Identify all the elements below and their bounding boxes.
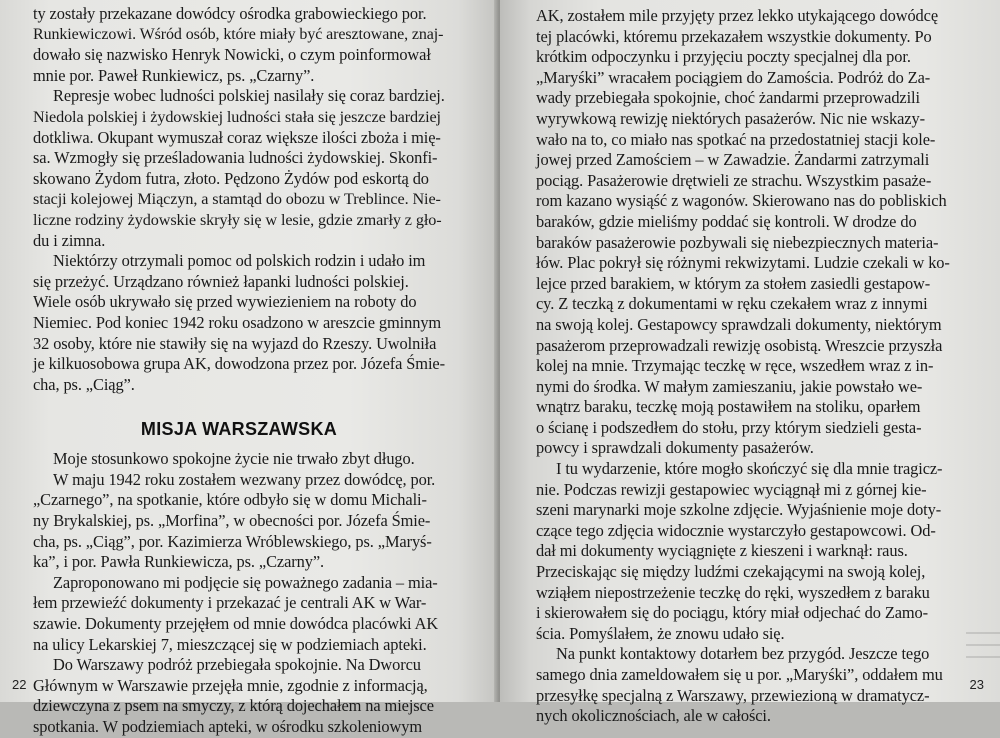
text-line: ny Brykalskiej, ps. „Morfina”, w obecności por. Józefa Śmie- bbox=[33, 511, 431, 531]
text-line: łem przewieźć dokumenty i przekazać je centrali AK w War- bbox=[33, 593, 427, 613]
text-line: tej placówki, któremu przekazałem wszystkie dokumenty. Po bbox=[536, 26, 932, 46]
text-line: „Maryśki” wracałem pociągiem do Zamościa. Podróż do Za- bbox=[536, 67, 931, 87]
text-line: cha, ps. „Ciąg”. bbox=[33, 374, 135, 394]
text-line: samego dnia zameldowałem się u por. „Maryśki”, oddałem mu bbox=[536, 665, 943, 684]
left-page bbox=[0, 0, 498, 736]
text-line: nych okolicznościach, ale w całości. bbox=[536, 706, 771, 726]
text-line: wnątrz baraku, teczkę moją postawiłem na stoliku, oparłem bbox=[536, 397, 921, 417]
text-line: dał mi dokumenty wyciągnięte z kieszeni i warknął: raus. bbox=[536, 541, 908, 561]
text-line: o ścianę i podszedłem do stołu, przy którym siedzieli gesta- bbox=[536, 417, 922, 437]
text-line: baraków, gdzie mieliśmy poddać się kontroli. W drodze do bbox=[536, 211, 917, 231]
text-line: ka”, i por. Pawła Runkiewicza, ps. „Czarny”. bbox=[33, 552, 324, 572]
text-line: nymi do środka. W małym zamieszaniu, jakie powstało we- bbox=[536, 376, 923, 396]
text-line: na ulicy Lekarskiej 7, mieszczącej się w podziemiach apteki. bbox=[33, 634, 427, 654]
text-line: Zaproponowano mi podjęcie się poważnego zadania – mia- bbox=[53, 572, 438, 592]
spacer bbox=[33, 395, 445, 409]
text-line: i skierowałem się do pociągu, który miał odjechać do Zamo- bbox=[536, 603, 929, 623]
right-page-text bbox=[536, 6, 966, 727]
text-line: Niemiec. Pod koniec 1942 roku osadzono w areszcie gminnym bbox=[33, 312, 442, 332]
text-line: przesyłkę specjalną z Warszawy, przewiezioną w dramatycz- bbox=[536, 685, 930, 705]
text-line: wziąłem niepostrzeżenie teczkę do ręki, wyszedłem z baraku bbox=[536, 582, 930, 602]
text-line: jowej przed Zamościem – w Zawadzie. Żandarmi zatrzymali bbox=[536, 150, 930, 170]
show-through-text bbox=[966, 628, 1000, 668]
text-line: dotkliwa. Okupant wymuszał coraz większe ilości zboża i mię- bbox=[33, 127, 441, 147]
text-line: I tu wydarzenie, które mogło skończyć się dla mnie tragicz- bbox=[556, 459, 943, 479]
text-line: się przeżyć. Urządzano również łapanki ludności polskiej. bbox=[33, 271, 409, 291]
text-line: Niektórzy otrzymali pomoc od polskich rodzin i udało im bbox=[53, 251, 426, 271]
text-line: łów. Plac pokrył się różnymi rekwizytami. Ludzie czekali w ko- bbox=[536, 253, 950, 273]
page-number: 23 bbox=[969, 677, 984, 692]
text-line: Do Warszawy podróż przebiegała spokojnie. Na Dworcu bbox=[53, 655, 421, 675]
text-line: skowano Żydom futra, złoto. Pędzono Żydów pod eskortą do bbox=[33, 168, 429, 188]
text-line: wady przebiegała spokojnie, choć żandarmi przeprowadzili bbox=[536, 88, 920, 108]
text-line: nie. Podczas rewizji gestapowiec wyciągnął mi z górnej kie- bbox=[536, 479, 927, 499]
text-line: Represje wobec ludności polskiej nasilały się coraz bardziej. bbox=[53, 86, 445, 106]
text-line: szawie. Dokumenty przejęłem od mnie dowódca placówki AK bbox=[33, 614, 439, 634]
text-line: powcy i sprawdzali dokumenty pasażerów. bbox=[536, 438, 814, 458]
text-line: „Czarnego”, na spotkanie, które odbyło się w domu Michali- bbox=[33, 490, 427, 510]
text-line: cha, ps. „Ciąg”, por. Kazimierza Wróblewskiego, ps. „Maryś- bbox=[33, 531, 432, 551]
text-line: spotkania. W podziemiach apteki, w ośrodku szkoleniowym bbox=[33, 717, 423, 736]
text-line: Na punkt kontaktowy dotarłem bez przygód. Jeszcze tego bbox=[556, 644, 930, 664]
text-line: kolej na mnie. Trzymając teczkę w ręce, wszedłem wraz z in- bbox=[536, 356, 934, 376]
text-line: Przeciskając się między ludźmi czekającymi na swoją kolej, bbox=[536, 562, 926, 582]
text-line: je kilkuosobowa grupa AK, dowodzona przez por. Józefa Śmie- bbox=[33, 354, 445, 374]
text-line: krótkim odpoczynku i przyjęciu poczty specjalnej dla por. bbox=[536, 47, 911, 67]
text-line: sa. Wzmogły się prześladowania ludności żydowskiej. Skonfi- bbox=[33, 148, 438, 168]
text-line: 32 osoby, które nie stawiły się na wyjazd do Rzeszy. Uwolniła bbox=[33, 333, 437, 353]
section-heading: MISJA WARSZAWSKA bbox=[140, 419, 338, 440]
left-page-text bbox=[33, 4, 445, 738]
text-line: lejce przed barakiem, w którym za stołem zasiedli gestapow- bbox=[536, 273, 931, 293]
text-line: Niedola polskiej i żydowskiej ludności stała się jeszcze bardziej bbox=[33, 107, 441, 126]
text-line: rom kazano wysiąść z wagonów. Skierowano nas do pobliskich bbox=[536, 191, 947, 211]
text-line: szeni marynarki moje szkolne zdjęcie. Wyjaśnienie moje doty- bbox=[536, 500, 942, 520]
text-line: Moje stosunkowo spokojne życie nie trwało zbyt długo. bbox=[53, 449, 415, 469]
text-line: stacji kolejowej Miączyn, a stamtąd do obozu w Treblince. Nie- bbox=[33, 190, 441, 209]
text-line: W maju 1942 roku zostałem wezwany przez dowódcę, por. bbox=[53, 469, 436, 489]
text-line: dziewczyna z psem na smyczy, z którą dojechałem na miejsce bbox=[33, 696, 434, 716]
text-line: Runkiewiczowi. Wśród osób, które miały być aresztowane, znaj- bbox=[33, 25, 444, 43]
text-line: ty zostały przekazane dowódcy ośrodka grabowieckiego por. bbox=[33, 4, 427, 23]
text-line: mnie por. Paweł Runkiewicz, ps. „Czarny”. bbox=[33, 65, 315, 85]
right-page bbox=[500, 0, 1000, 726]
text-line: baraków pasażerowie pozbywali się niebezpiecznych materia- bbox=[536, 232, 939, 252]
page-number: 22 bbox=[12, 677, 27, 692]
text-line: na swoją kolej. Gestapowcy sprawdzali dokumenty, niektórym bbox=[536, 314, 942, 334]
text-line: wyrywkową rewizję niektórych pasażerów. Nic nie wskazy- bbox=[536, 108, 925, 128]
text-line: AK, zostałem mile przyjęty przez lekko utykającego dowódcę bbox=[536, 6, 938, 25]
text-line: liczne rodziny żydowskie skryły się w lesie, gdzie zmarły z gło- bbox=[33, 210, 442, 229]
text-line: dowało się nazwisko Henryk Nowicki, o czym poinformował bbox=[33, 45, 431, 65]
text-line: Głównym w Warszawie przejęła mnie, zgodnie z informacją, bbox=[33, 675, 428, 695]
text-line: ścia. Pomyślałem, że znowu udało się. bbox=[536, 623, 785, 643]
text-line: pasażerom przeprowadzali rewizję osobistą. Wreszcie przyszła bbox=[536, 335, 943, 355]
text-line: wało na to, co miało nas spotkać na przedostatniej stacji kole- bbox=[536, 129, 936, 149]
text-line: czące tego zdjęcia widocznie wystarczyło gestapowcowi. Od- bbox=[536, 520, 936, 540]
text-line: du i zimna. bbox=[33, 230, 106, 250]
text-line: cy. Z teczką z dokumentami w ręku czekałem wraz z innymi bbox=[536, 294, 928, 314]
text-line: Wiele osób ukrywało się przed wywiezieniem na roboty do bbox=[33, 292, 417, 312]
text-line: pociąg. Pasażerowie drętwieli ze strachu. Wszystkim pasaże- bbox=[536, 170, 932, 190]
